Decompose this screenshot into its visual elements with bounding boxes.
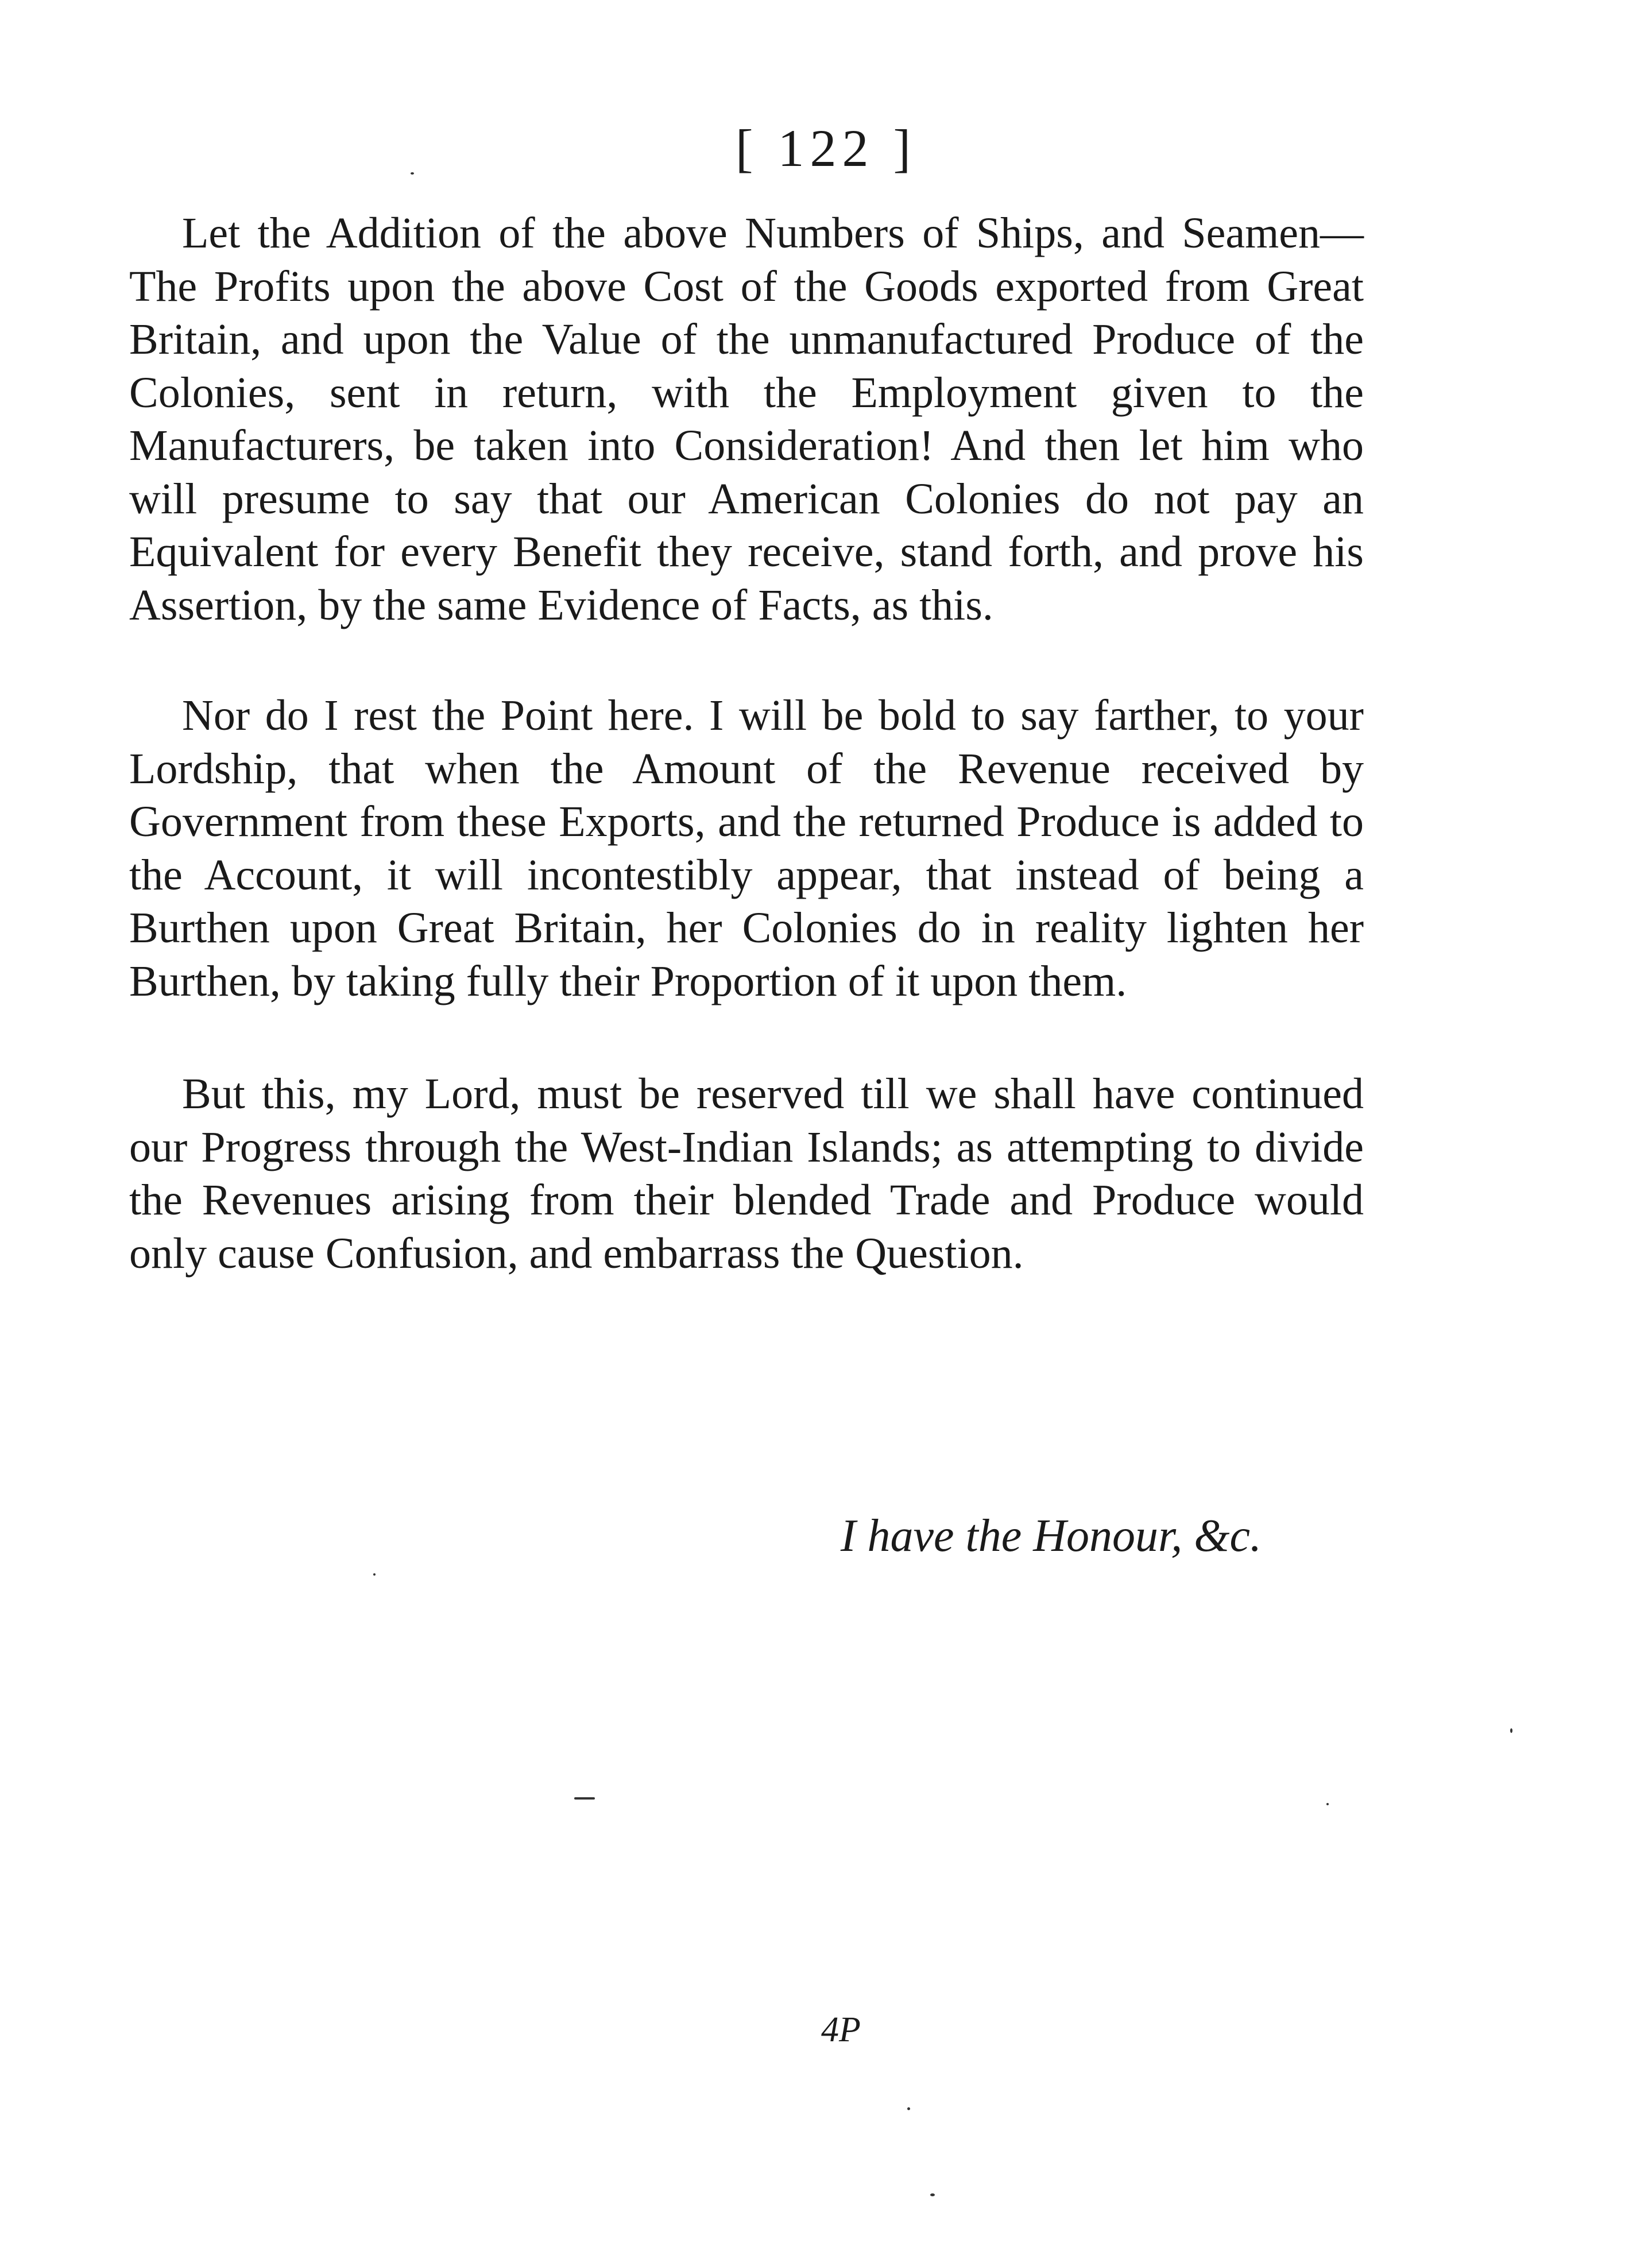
paragraph-3: But this, my Lord, must be reserved till we shall have continued our Progress through the West-Indian Islands; as attempting to divide the Revenues arising from their blended Trade and Produce would only cause Confusion, and embarrass the Question. <box>129 1070 1364 1278</box>
paragraph-1: Let the Addition of the above Numbers of Ships, and Seamen—The Profits upon the above Cost of the Goods exported from Great Britain, and upon the Value of the unmanufactured Produce of the Colonies, sent in return, with the Employment given to the Manufacturers, be taken into Consideration! And then let him who will presume to say that our American Colonies do not pay an Equivalent for every Benefit they receive, stand forth, and prove his Assertion, by the same Evidence of Facts, as this. <box>129 209 1364 629</box>
signature-mark: 4P <box>821 2010 861 2049</box>
body-text <box>129 207 1364 1280</box>
paragraph-gap <box>129 632 1364 689</box>
closing-salutation: I have the Honour, &c. <box>840 1511 1262 1561</box>
scan-speck <box>1510 1728 1512 1733</box>
page-number: [ 122 ] <box>735 119 917 177</box>
scan-speck <box>574 1797 595 1800</box>
scan-speck <box>373 1573 376 1576</box>
scan-speck <box>930 2193 935 2196</box>
paragraph-2: Nor do I rest the Point here. I will be bold to say farther, to your Lordship, that when the Amount of the Revenue received by Government from these Exports, and the returned Produce is added to the Account, it will incontestibly appear, that instead of being a Burthen upon Great Britain, her Colonies do in reality lighten her Burthen, by taking fully their Proportion of it upon them. <box>129 691 1364 1005</box>
scan-speck <box>907 2107 910 2110</box>
scan-speck <box>1326 1803 1329 1805</box>
scan-speck <box>411 172 414 175</box>
paragraph-gap <box>129 1008 1364 1067</box>
